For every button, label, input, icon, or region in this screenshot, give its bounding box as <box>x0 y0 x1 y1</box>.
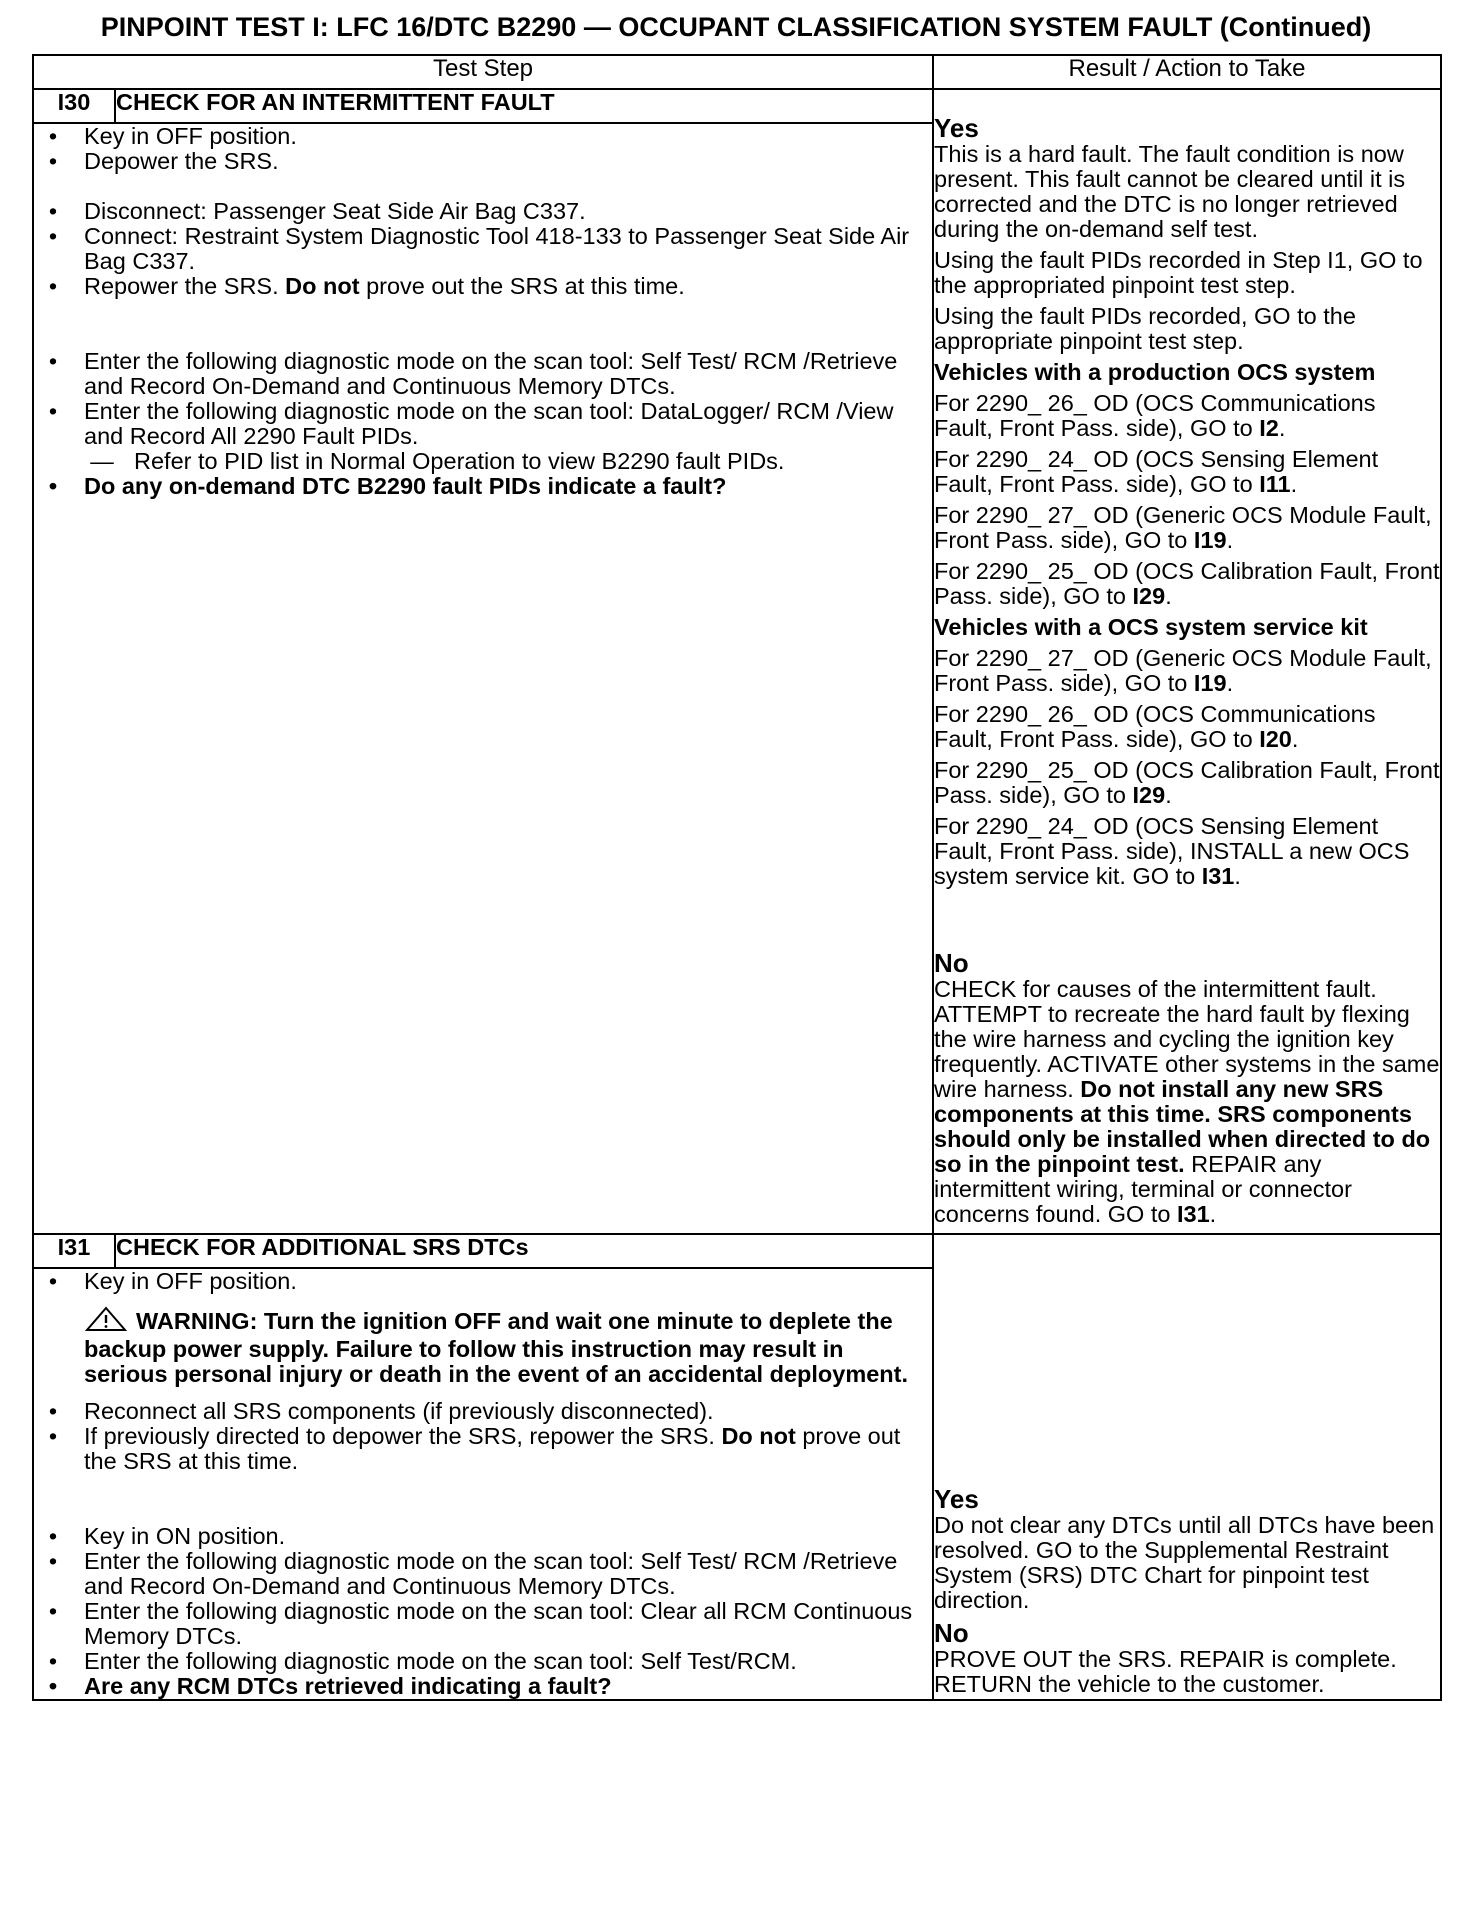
result-yes-label: Yes <box>934 1484 979 1514</box>
result-text: PROVE OUT the SRS. REPAIR is complete. RETURN the vehicle to the customer. <box>934 1646 1397 1697</box>
action-list <box>34 1399 932 1699</box>
step-i31-actions <box>33 1268 933 1700</box>
step-i30-result <box>933 89 1441 1234</box>
result-text: For 2290_ 27_ OD (Generic OCS Module Fault, Front Pass. side), GO to I19. <box>934 502 1432 553</box>
list-item: • Connect: Restraint System Diagnostic Tool 418-133 to Passenger Seat Side Air Bag C337. <box>48 223 910 274</box>
step-number: I31 <box>33 1234 115 1268</box>
pinpoint-test-table <box>32 54 1442 1701</box>
action-list <box>34 1269 932 1294</box>
list-item: • Key in ON position. <box>48 1523 286 1549</box>
header-result: Result / Action to Take <box>933 55 1441 89</box>
list-item: • Key in OFF position. <box>48 123 297 149</box>
result-subheading: Vehicles with a production OCS system <box>934 359 1376 385</box>
result-yes-label: Yes <box>934 113 979 143</box>
step-i30-actions <box>33 123 933 1234</box>
warning-block <box>34 1306 932 1387</box>
list-item: • Enter the following diagnostic mode on the scan tool: DataLogger/ RCM /View and Record All 2290 Fault PIDs. <box>48 398 894 449</box>
step-i30-title-row <box>33 89 1441 123</box>
result-text: Using the fault PIDs recorded, GO to the appropriate pinpoint test step. <box>934 303 1356 354</box>
list-subitem: — Refer to PID list in Normal Operation to view B2290 fault PIDs. <box>90 448 785 474</box>
result-text: For 2290_ 25_ OD (OCS Calibration Fault, Front Pass. side), GO to I29. <box>934 558 1440 609</box>
result-text: Using the fault PIDs recorded in Step I1, GO to the appropriated pinpoint test step. <box>934 247 1423 298</box>
result-no-label: No <box>934 948 969 978</box>
list-item: • Enter the following diagnostic mode on the scan tool: Self Test/ RCM /Retrieve and Record On-Demand and Continuous Memory DTCs. <box>48 1548 898 1599</box>
list-item: • Depower the SRS. <box>48 148 279 174</box>
list-item-question: • Do any on-demand DTC B2290 fault PIDs indicate a fault? <box>48 473 727 499</box>
list-item: • Enter the following diagnostic mode on the scan tool: Self Test/RCM. <box>48 1648 797 1674</box>
result-no-label: No <box>934 1618 969 1648</box>
step-title: CHECK FOR ADDITIONAL SRS DTCs <box>115 1234 933 1268</box>
step-i31-title-row <box>33 1234 1441 1268</box>
action-list <box>34 124 932 499</box>
list-item: • Repower the SRS. Do not prove out the SRS at this time. <box>48 273 685 299</box>
result-text: For 2290_ 26_ OD (OCS Communications Fault, Front Pass. side), GO to I2. <box>934 390 1376 441</box>
list-item: • Key in OFF position. <box>48 1268 297 1294</box>
warning-text: WARNING: Turn the ignition OFF and wait one minute to deplete the backup power supply. Failure to follow this instruction may result in serious personal injury or death in the event of an accidental deployment. <box>84 1308 908 1387</box>
result-text: Do not clear any DTCs until all DTCs have been resolved. GO to the Supplemental Restraint System (SRS) DTC Chart for pinpoint test direction. <box>934 1512 1435 1613</box>
list-item: • Reconnect all SRS components (if previously disconnected). <box>48 1398 714 1424</box>
list-item: • Enter the following diagnostic mode on the scan tool: Clear all RCM Continuous Memory DTCs. <box>48 1598 913 1649</box>
list-item-question: • Are any RCM DTCs retrieved indicating a fault? <box>48 1673 612 1699</box>
warning-triangle-icon <box>84 1306 128 1337</box>
result-text: CHECK for causes of the intermittent fault. ATTEMPT to recreate the hard fault by flexing the wire harness and cycling the ignition key frequently. ACTIVATE other systems in the same wire harness. Do not install any new SRS components at this time. SRS components should only be installed when directed to do so in the pinpoint test. REPAIR any intermittent wiring, terminal or connector concerns found. GO to I31. <box>934 976 1440 1227</box>
result-text: For 2290_ 26_ OD (OCS Communications Fault, Front Pass. side), GO to I20. <box>934 701 1376 752</box>
table-header-row <box>33 55 1441 89</box>
list-item: • Disconnect: Passenger Seat Side Air Bag C337. <box>48 198 586 224</box>
step-number: I30 <box>33 89 115 123</box>
step-i31-result <box>933 1234 1441 1700</box>
list-item: • Enter the following diagnostic mode on the scan tool: Self Test/ RCM /Retrieve and Record On-Demand and Continuous Memory DTCs. <box>48 348 898 399</box>
result-subheading: Vehicles with a OCS system service kit <box>934 614 1368 640</box>
result-text: For 2290_ 27_ OD (Generic OCS Module Fault, Front Pass. side), GO to I19. <box>934 645 1432 696</box>
result-text: For 2290_ 24_ OD (OCS Sensing Element Fault, Front Pass. side), INSTALL a new OCS system service kit. GO to I31. <box>934 813 1410 889</box>
list-item: • If previously directed to depower the SRS, repower the SRS. Do not prove out the SRS at this time. <box>48 1423 901 1474</box>
step-title: CHECK FOR AN INTERMITTENT FAULT <box>115 89 933 123</box>
header-test-step: Test Step <box>33 55 933 89</box>
page-title: PINPOINT TEST I: LFC 16/DTC B2290 — OCCUPANT CLASSIFICATION SYSTEM FAULT (Continued) <box>100 12 1372 42</box>
result-text: For 2290_ 25_ OD (OCS Calibration Fault, Front Pass. side), GO to I29. <box>934 757 1440 808</box>
result-text: For 2290_ 24_ OD (OCS Sensing Element Fault, Front Pass. side), GO to I11. <box>934 446 1379 497</box>
result-text: This is a hard fault. The fault condition is now present. This fault cannot be cleared until it is corrected and the DTC is no longer retrieved during the on-demand self test. <box>934 141 1406 242</box>
